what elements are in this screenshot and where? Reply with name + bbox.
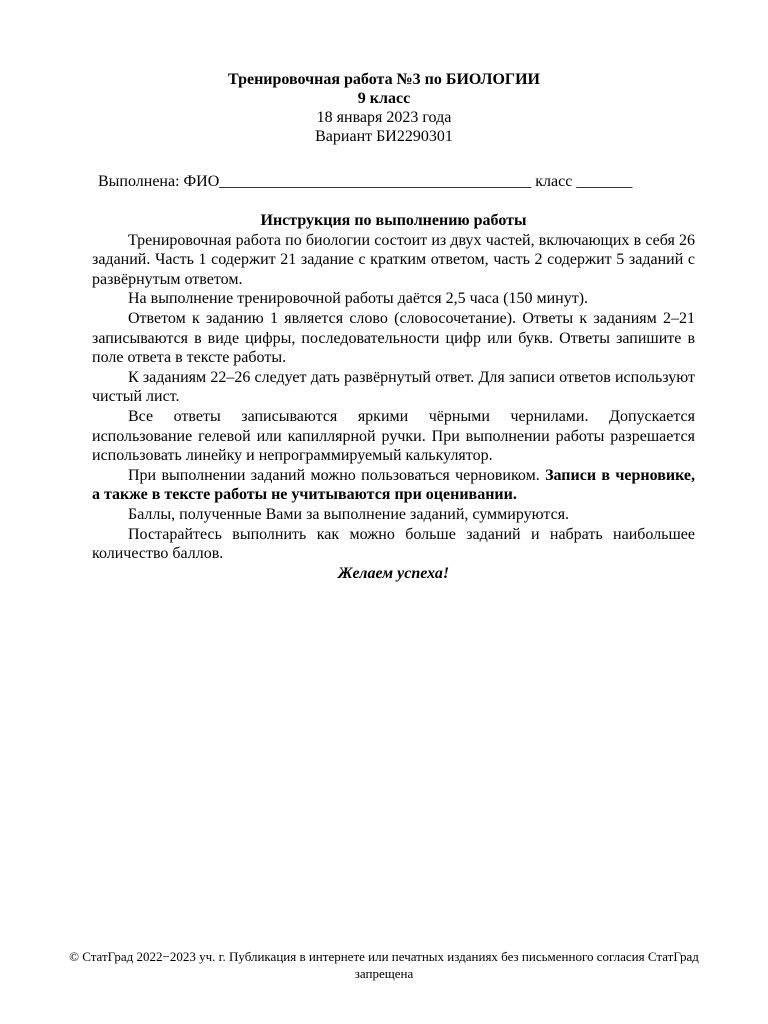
student-name-line: Выполнена: ФИО_______________________________________ класс _______ (98, 173, 633, 190)
title-block (0, 70, 768, 146)
instruction-paragraph: Постарайтесь выполнить как можно больше заданий и набрать наибольшее количество баллов. (92, 525, 695, 563)
variant-label: Вариант БИ2290301 (315, 128, 453, 145)
instruction-paragraph (92, 466, 695, 505)
instructions-heading: Инструкция по выполнению работы (260, 212, 527, 229)
instruction-paragraph: Ответом к заданию 1 является слово (словосочетание). Ответы к заданиям 2–21 записываются в виде цифры, последовательности цифр или букв. Ответы запишите в поле ответа в тексте работы. (92, 309, 695, 367)
instructions-section (92, 211, 695, 583)
instruction-paragraph: К заданиям 22–26 следует дать развёрнутый ответ. Для записи ответов используют чистый лист. (92, 368, 695, 406)
instruction-paragraph: Все ответы записываются яркими чёрными чернилами. Допускается использование гелевой или капиллярной ручки. При выполнении работы разрешается использовать линейку и непрограммируемый калькулятор. (92, 407, 695, 465)
instruction-text: При выполнении заданий можно пользоваться черновиком. (128, 466, 546, 484)
copyright-footer: © СтатГрад 2022−2023 уч. г. Публикация в интернете или печатных изданиях без письменного согласия СтатГрад запрещена (69, 949, 699, 981)
instruction-paragraph: Тренировочная работа по биологии состоит из двух частей, включающих в себя 26 заданий. Часть 1 содержит 21 задание с кратким ответом, часть 2 содержит 5 заданий с развёрнутым ответом. (92, 231, 695, 288)
instruction-paragraph: На выполнение тренировочной работы даётся 2,5 часа (150 минут). (128, 290, 589, 308)
document-title: Тренировочная работа №3 по БИОЛОГИИ (228, 71, 540, 88)
good-luck-message: Желаем успеха! (337, 564, 450, 582)
date-label: 18 января 2023 года (316, 109, 452, 126)
instruction-paragraph: Баллы, полученные Вами за выполнение заданий, суммируются. (128, 505, 570, 523)
grade-label: 9 класс (357, 90, 411, 107)
instruction-bold-text: Записи в черновике, а также в тексте работы не учитываются при оценивании. (92, 466, 695, 504)
